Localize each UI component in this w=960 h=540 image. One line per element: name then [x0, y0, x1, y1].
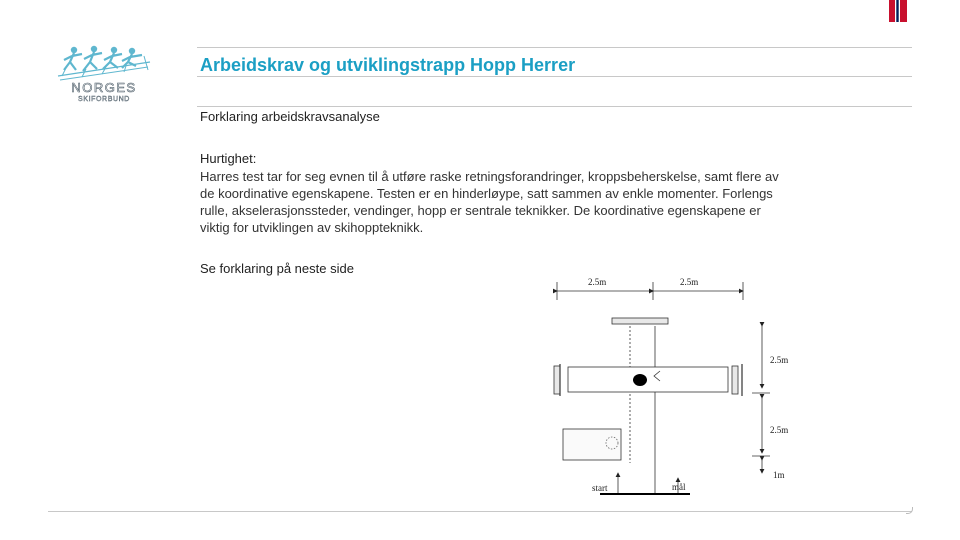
body-paragraph: Harres test tar for seg evnen til å utføre raske retningsforandringer, kroppsbeherskelse, samt flere av de koordinative egenskapene. Testen er en hinderløype, satt sammen av enkle momenter. Forlengs rulle, akselerasjonssteder, vendinger, hopp er sentrale teknikker. De koordinative egenskapene er viktig for utviklingen av skihoppteknikk. — [200, 169, 779, 235]
section-subtitle: Forklaring arbeidskravsanalyse — [200, 109, 380, 124]
mat-obstacle — [563, 429, 621, 460]
norges-skiforbund-logo — [52, 40, 156, 104]
section-heading: Hurtighet: — [200, 151, 257, 166]
see-next-page-note: Se forklaring på neste side — [200, 261, 354, 276]
header-bottom-rule — [197, 76, 912, 77]
corner-decoration — [906, 507, 913, 514]
dim-label-upper: 2.5m — [770, 355, 789, 365]
subtitle-rule — [197, 106, 912, 107]
obstacle-left-post — [554, 366, 560, 394]
start-label: start — [592, 483, 608, 493]
obstacle-top — [612, 318, 668, 324]
page-title: Arbeidskrav og utviklingstrapp Hopp Herrer — [200, 55, 576, 75]
dim-label-lower: 1m — [773, 470, 785, 480]
skiers-icon — [58, 46, 150, 80]
footer-rule — [48, 511, 912, 512]
logo-wordmark: NORGES — [71, 80, 137, 95]
dim-label-right: 2.5m — [680, 277, 699, 287]
obstacle-course-diagram — [530, 268, 810, 500]
dim-label-left: 2.5m — [588, 277, 607, 287]
obstacle-bar — [568, 367, 728, 392]
logo-subwordmark: SKIFORBUND — [78, 96, 130, 103]
obstacle-right-post — [732, 366, 738, 394]
norway-flag-icon — [889, 0, 907, 22]
dim-label-middle: 2.5m — [770, 425, 789, 435]
cone-marker — [633, 374, 647, 386]
header-top-rule — [197, 47, 912, 48]
finish-label: mål — [672, 482, 686, 492]
